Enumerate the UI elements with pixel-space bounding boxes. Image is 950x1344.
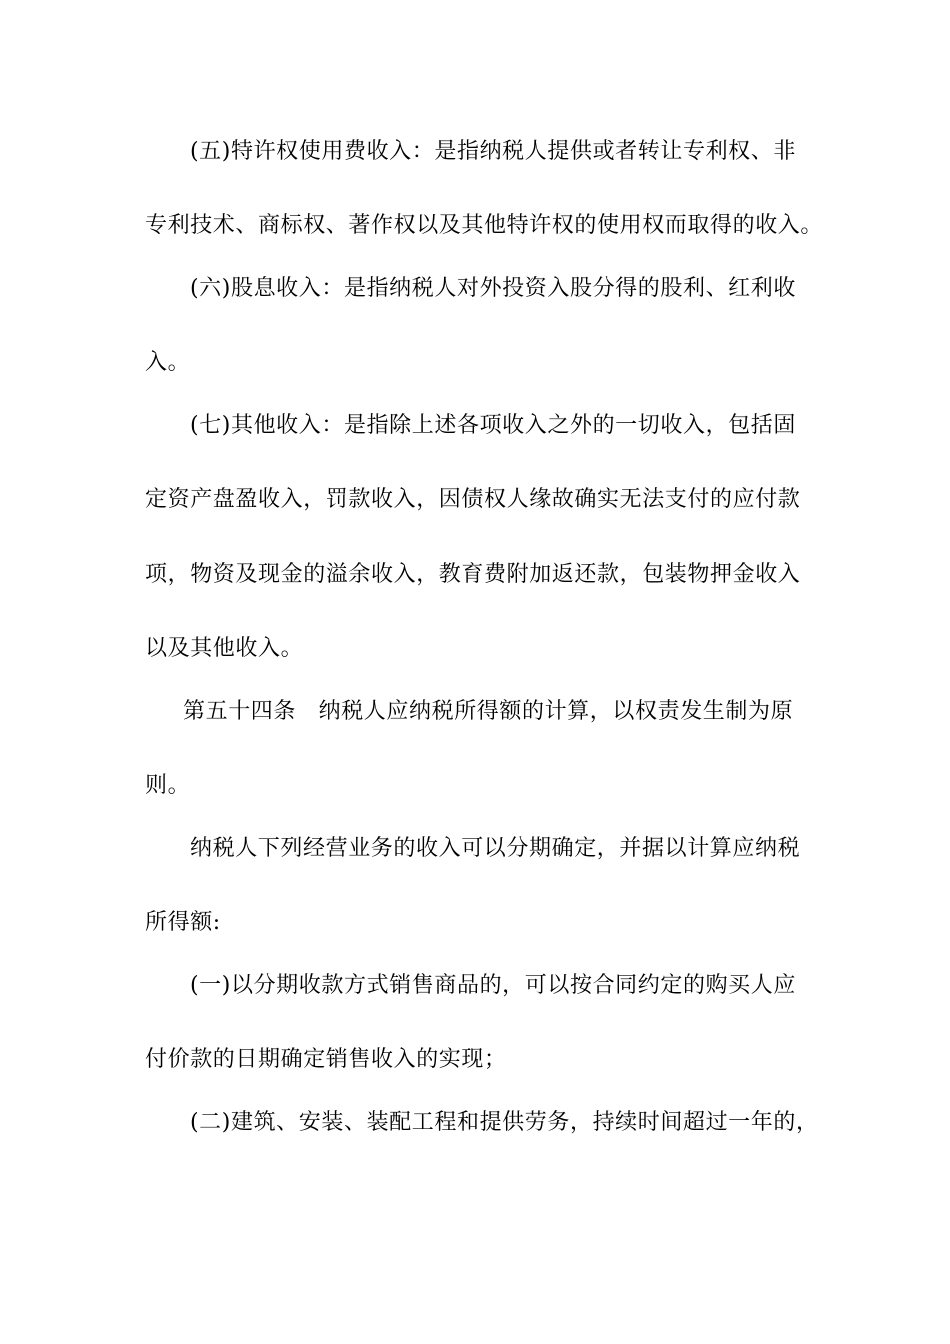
paragraph-line: 纳税人下列经营业务的收入可以分期确定，并据以计算应纳税 bbox=[190, 836, 801, 861]
paragraph-line: 入。 bbox=[145, 350, 191, 375]
paragraph-line: (一)以分期收款方式销售商品的，可以按合同约定的购买人应 bbox=[190, 973, 796, 998]
paragraph-line: 付价款的日期确定销售收入的实现； bbox=[145, 1047, 507, 1072]
paragraph-line: 以及其他收入。 bbox=[145, 636, 304, 661]
paragraph-line: (五)特许权使用费收入：是指纳税人提供或者转让专利权、非 bbox=[190, 139, 796, 164]
paragraph-line: (二)建筑、安装、装配工程和提供劳务，持续时间超过一年的， bbox=[190, 1110, 819, 1135]
paragraph-line: 专利技术、商标权、著作权以及其他特许权的使用权而取得的收入。 bbox=[145, 213, 824, 238]
article-heading-line: 第五十四条 纳税人应纳税所得额的计算，以权责发生制为原 bbox=[183, 699, 794, 724]
paragraph-line: 所得额: bbox=[145, 910, 221, 935]
paragraph-line: 项，物资及现金的溢余收入，教育费附加返还款，包装物押金收入 bbox=[145, 562, 801, 587]
paragraph-line: (七)其他收入：是指除上述各项收入之外的一切收入，包括固 bbox=[190, 413, 796, 438]
paragraph-line: 定资产盘盈收入，罚款收入，因债权人缘故确实无法支付的应付款 bbox=[145, 487, 801, 512]
paragraph-line: (六)股息收入：是指纳税人对外投资入股分得的股利、红利收 bbox=[190, 276, 796, 301]
paragraph-line: 则。 bbox=[145, 773, 191, 798]
